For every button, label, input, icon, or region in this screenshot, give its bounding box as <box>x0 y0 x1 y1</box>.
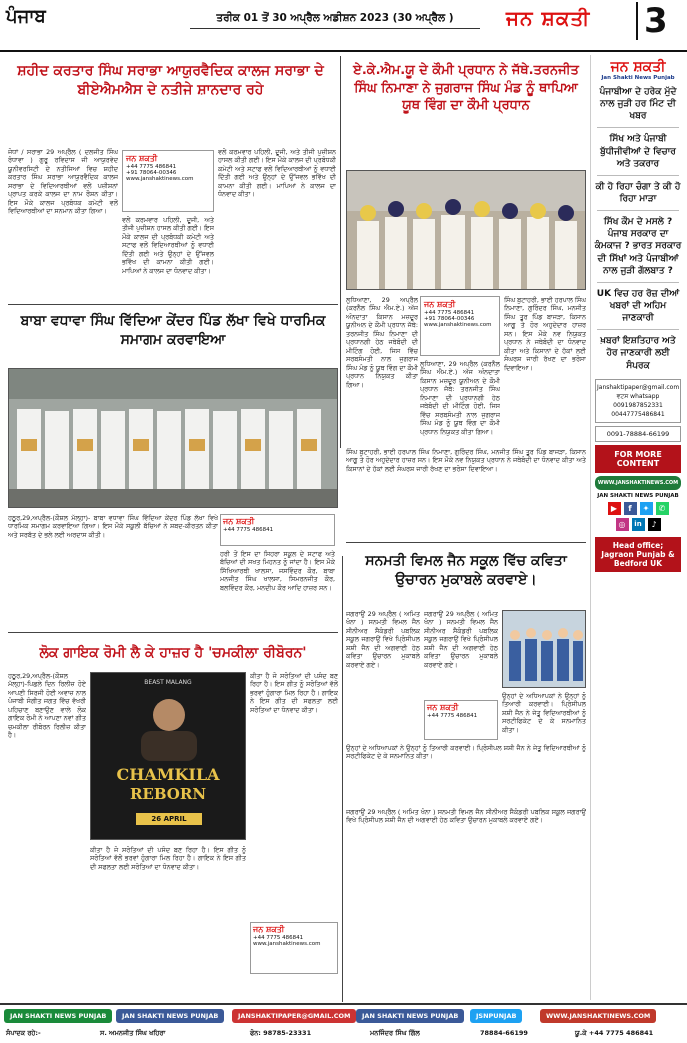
article-2-body-right: ਸਿੰਘ ਬੁਟਾਹਰੀ, ਭਾਈ ਹਰਪਾਲ ਸਿੰਘ ਨਿਮਾਣਾ, ਗੁਰਿੰਦਰ ਸਿੰਘ, ਮਨਜੀਤ ਸਿੰਘ ਤੂਰ ਪਿੰਡ ਬਾਜੜਾ, ਕਿਸਾਨ ਆਗੂ ਤੇ ਹੋਰ ਅਹੁਦੇਦਾਰ ਹਾਜ਼ਰ ਸਨ। ਇਸ ਮੌਕੇ ਨਵ ਨਿਯੁਕਤ ਪ੍ਰਧਾਨ ਨੇ ਜਥੇਬੰਦੀ ਦਾ ਧੰਨਵਾਦ ਕੀਤਾ ਅਤੇ ਕਿਸਾਨਾਂ ਦੇ ਹੱਕਾਂ ਲਈ ਸੰਘਰਸ਼ ਜਾਰੀ ਰੱਖਣ ਦਾ ਭਰੋਸਾ ਦਿਵਾਇਆ। <box>504 296 586 372</box>
article-2-headline: ਏ.ਕੇ.ਐਮ.ਯੂ ਦੇ ਕੌਮੀ ਪ੍ਰਧਾਨ ਨੇ ਜੱਥੇ.ਤਰਨਜੀਤ ਸਿੰਘ ਨਿਮਾਣਾ ਨੇ ਜੁਗਰਾਜ ਸਿੰਘ ਮੰਡ ਨੂੰ ਥਾਪਿਆ ਯੂਥ ਵਿੰਗ ਦਾ ਕੌਮੀ ਪ੍ਰਧਾਨ <box>353 63 579 114</box>
article-5-headline: ਲੋਕ ਗਾਇਕ ਰੋਮੀ ਲੈ ਕੇ ਹਾਜ਼ਰ ਹੈ 'ਚਮਕੀਲਾ ਰੀਬੋਰਨ' <box>39 645 307 661</box>
chamkila-reborn-poster <box>90 672 246 840</box>
ad-phone-2: +91 78064-00346 <box>126 170 177 176</box>
poster-release-date: 26 APRIL <box>136 813 202 825</box>
footer-email-link[interactable]: JANSHAKTIPAPER@GMAIL.COM <box>232 1009 356 1023</box>
article-divider <box>8 632 338 633</box>
ad-web: www.janshaktinews.com <box>424 322 492 328</box>
social-icons-2 <box>595 518 681 531</box>
school-kids-photo <box>502 610 586 688</box>
article-5-body-left: ਹਠੂਰ,29,ਅਪ੍ਰੈਲ-(ਕੌਸ਼ਲ ਮੱਲ੍ਹਾ)-ਪਿਛਲੇ ਦਿਨ ਰਿਲੀਜ਼ ਹੋਏ ਆਪਣੀ ਸਿਰਜੀ ਹੋਈ ਅਵਾਜ਼ ਨਾਲ ਪੰਜਾਬੀ ਸੰਗੀਤ ਜਗਤ ਵਿੱਚ ਵੱਖਰੀ ਪਹਿਚਾਣ ਬਣਾਉਣ ਵਾਲੇ ਲੋਕ ਗਾਇਕ ਰੋਮੀ ਨੇ ਆਪਣਾ ਨਵਾਂ ਗੀਤ ਚਮਕੀਲਾ ਰੀਬੋਰਨ ਰਿਲੀਜ਼ ਕੀਤਾ ਹੈ। <box>8 672 86 740</box>
ad-brand: ਜਨ ਸ਼ਕਤੀ <box>126 154 158 163</box>
footer-website-link[interactable]: WWW.JANSHAKTINEWS.COM <box>540 1009 656 1023</box>
students-group-image <box>9 369 338 508</box>
ad-brand: ਜਨ ਸ਼ਕਤੀ <box>253 925 285 934</box>
social-icons <box>595 502 681 515</box>
article-1-body-left: ਜੋਧਾਂ / ਸਰਾਭਾ 29 ਅਪ੍ਰੈਲ ( ਦਲਜੀਤ ਸਿੰਘ ਰੰਧਾਵਾ ) ਗੁਰੂ ਰਵਿਦਾਸ ਜੀ ਆਯੁਰਵੇਦ ਯੂਨੀਵਰਸਿਟੀ ਦੇ ਨਤੀਜਿਆਂ ਵਿਚ ਸ਼ਹੀਦ ਕਰਤਾਰ ਸਿੰਘ ਸਰਾਭਾ ਆਯੁਰਵੈਦਿਕ ਕਾਲਜ ਸਰਾਭਾ ਦੇ ਵਿਦਿਆਰਥੀਆਂ ਵਲੋਂ ਪਜ਼ੀਸ਼ਨਾਂ ਪ੍ਰਾਪਤ ਕਰਕੇ ਕਾਲਜ ਦਾ ਨਾਮ ਰੌਸ਼ਨ ਕੀਤਾ। ਇਸ ਮੌਕੇ ਕਾਲਜ ਪ੍ਰਬੰਧਕ ਕਮੇਟੀ ਵਲੋਂ ਵਿਦਿਆਰਥੀਆਂ ਦਾ ਸਨਮਾਨ ਕੀਤਾ ਗਿਆ। <box>8 148 118 216</box>
ad-phone: +44 7775 486841 <box>223 527 274 533</box>
article-2-body-mid: ਲੁਧਿਆਣਾ, 29 ਅਪ੍ਰੈਲ (ਕਰਨੈਲ ਸਿੰਘ ਐਮ.ਏ.) ਅੱਜ ਅੰਨਦਾਤਾ ਕਿਸਾਨ ਮਜ਼ਦੂਰ ਯੂਨੀਅਨ ਦੇ ਕੌਮੀ ਪ੍ਰਧਾਨ ਜੱਥੇ: ਤਰਨਜੀਤ ਸਿੰਘ ਨਿਮਾਣਾ ਦੀ ਪ੍ਰਧਾਨਗੀ ਹੇਠ ਜਥੇਬੰਦੀ ਦੀ ਮੀਟਿੰਗ ਹੋਈ, ਜਿਸ ਵਿੱਚ ਸਰਬਸੰਮਤੀ ਨਾਲ ਜੁਗਰਾਜ ਸਿੰਘ ਮੰਡ ਨੂੰ ਯੂਥ ਵਿੰਗ ਦਾ ਕੌਮੀ ਪ੍ਰਧਾਨ ਨਿਯੁਕਤ ਕੀਤਾ ਗਿਆ। <box>420 360 500 436</box>
ad-phone: +44 7775 486841 <box>253 935 304 941</box>
article-5-body-right: ਕੀਤਾ ਹੈ ਜੋ ਸਰੋਤਿਆਂ ਦੀ ਪਸੰਦ ਬਣ ਰਿਹਾ ਹੈ। ਇਸ ਗੀਤ ਨੂੰ ਸਰੋਤਿਆਂ ਵੱਲੋਂ ਭਰਵਾਂ ਹੁੰਗਾਰਾ ਮਿਲ ਰਿਹਾ ਹੈ। ਗਾਇਕ ਨੇ ਇਸ ਗੀਤ ਦੀ ਸਫਲਤਾ ਲਈ ਸਰੋਤਿਆਂ ਦਾ ਧੰਨਵਾਦ ਕੀਤਾ। <box>250 672 338 714</box>
poster-title-2: REBORN <box>129 785 207 803</box>
youtube-icon[interactable]: ▶ <box>608 502 621 515</box>
twitter-icon[interactable]: ✦ <box>640 502 653 515</box>
article-1-body-right: ਵਲੋਂ ਕਰਮਵਾਰ ਪਹਿਲੀ, ਦੂਜੀ, ਅਤੇ ਤੀਜੀ ਪੁਜ਼ੀਸ਼ਨ ਹਾਸਲ ਕੀਤੀ ਗਈ। ਇਸ ਮੌਕੇ ਕਾਲਜ ਦੀ ਪ੍ਰਬੰਧਕੀ ਕਮੇਟੀ ਅਤੇ ਸਟਾਫ ਵਲੋਂ ਵਿਦਿਆਰਥੀਆਂ ਨੂੰ ਵਧਾਈ ਦਿੱਤੀ ਗਈ ਅਤੇ ਉਨ੍ਹਾਂ ਦੇ ਉੱਜਵਲ ਭਵਿੱਖ ਦੀ ਕਾਮਨਾ ਕੀਤੀ ਗਈ। ਮਾਪਿਆਂ ਨੇ ਕਾਲਜ ਦਾ ਧੰਨਵਾਦ ਕੀਤਾ। <box>218 148 336 199</box>
ad-phone-2: +91 78064-00346 <box>424 316 475 322</box>
ad-brand: ਜਨ ਸ਼ਕਤੀ <box>424 300 456 309</box>
footer-editor-label: ਸੰਪਾਦਕ ਰਹੇ:- <box>6 1029 41 1037</box>
ad-web: www.janshaktinews.com <box>253 941 321 947</box>
page-number: 3 <box>636 2 668 40</box>
article-4-body-right: ਉਨ੍ਹਾਂ ਦੇ ਅਧਿਆਪਕਾਂ ਨੇ ਉਨ੍ਹਾਂ ਨੂੰ ਤਿਆਰੀ ਕਰਵਾਈ। ਪ੍ਰਿੰਸੀਪਲ ਸ਼ਸ਼ੀ ਜੈਨ ਨੇ ਜੇਤੂ ਵਿਦਿਆਰਥੀਆਂ ਨੂੰ ਸਰਟੀਫਿਕੇਟ ਦੇ ਕੇ ਸਨਮਾਨਿਤ ਕੀਤਾ। <box>502 692 586 734</box>
article-3-body-left: ਹਠੂਰ,29,ਅਪ੍ਰੈਲ-(ਕੌਸ਼ਲ ਮੱਲ੍ਹਾ)- ਬਾਬਾ ਵਧਾਵਾ ਸਿੰਘ ਵਿੱਦਿਆ ਕੇਂਦਰ ਪਿੰਡ ਲੱਖਾ ਵਿਖੇ ਧਾਰਮਿਕ ਸਮਾਗਮ ਕਰਵਾਇਆ ਗਿਆ। ਇਸ ਮੌਕੇ ਸਕੂਲੀ ਬੱਚਿਆਂ ਨੇ ਸ਼ਬਦ-ਕੀਰਤਨ ਕੀਤਾ ਅਤੇ ਸਰਬੱਤ ਦੇ ਭਲੇ ਲਈ ਅਰਦਾਸ ਕੀਤੀ। <box>8 514 218 539</box>
article-4-body-extra: ਜਗਰਾਉਂ 29 ਅਪ੍ਰੈਲ ( ਅਮਿਤ ਖੰਨਾ ) ਸਨਮਤੀ ਵਿਮਲ ਜੈਨ ਸੀਨੀਅਰ ਸੈਕੰਡਰੀ ਪਬਲਿਕ ਸਕੂਲ ਜਗਰਾਉਂ ਵਿਖੇ ਪ੍ਰਿੰਸੀਪਲ ਸ਼ਸ਼ੀ ਜੈਨ ਦੀ ਅਗਵਾਈ ਹੇਠ ਕਵਿਤਾ ਉਚਾਰਨ ਮੁਕਾਬਲੇ ਕਰਵਾਏ ਗਏ। <box>346 808 586 825</box>
article-4-body-left: ਜਗਰਾਉਂ 29 ਅਪ੍ਰੈਲ ( ਅਮਿਤ ਖੰਨਾ ) ਸਨਮਤੀ ਵਿਮਲ ਜੈਨ ਸੀਨੀਅਰ ਸੈਕੰਡਰੀ ਪਬਲਿਕ ਸਕੂਲ ਜਗਰਾਉਂ ਵਿਖੇ ਪ੍ਰਿੰਸੀਪਲ ਸ਼ਸ਼ੀ ਜੈਨ ਦੀ ਅਗਵਾਈ ਹੇਠ ਕਵਿਤਾ ਉਚਾਰਨ ਮੁਕਾਬਲੇ ਕਰਵਾਏ ਗਏ। <box>346 610 420 669</box>
poster-title-1: CHAMKILA <box>116 765 220 784</box>
jan-shakti-ad-3[interactable] <box>220 514 335 546</box>
article-3-headline: ਬਾਬਾ ਵਧਾਵਾ ਸਿੰਘ ਵਿੱਦਿਆ ਕੇਂਦਰ ਪਿੰਡ ਲੱਖਾ ਵਿਖੇ ਧਾਰਮਿਕ ਸਮਾਗਮ ਕਰਵਾਇਆ <box>20 313 326 348</box>
article-4-body-bottom: ਉਨ੍ਹਾਂ ਦੇ ਅਧਿਆਪਕਾਂ ਨੇ ਉਨ੍ਹਾਂ ਨੂੰ ਤਿਆਰੀ ਕਰਵਾਈ। ਪ੍ਰਿੰਸੀਪਲ ਸ਼ਸ਼ੀ ਜੈਨ ਨੇ ਜੇਤੂ ਵਿਦਿਆਰਥੀਆਂ ਨੂੰ ਸਰਟੀਫਿਕੇਟ ਦੇ ਕੇ ਸਨਮਾਨਿਤ ਕੀਤਾ। <box>346 744 586 761</box>
article-divider <box>346 542 586 543</box>
sidebar-q3: ਕੀ ਹੋ ਰਿਹਾ ਚੰਗਾ ਤੇ ਕੀ ਹੋ ਰਿਹਾ ਮਾੜਾ <box>595 181 681 204</box>
ad-phone: +44 7775 486841 <box>424 310 475 316</box>
more-content-button[interactable]: FOR MORE CONTENT <box>595 445 681 473</box>
children-image <box>503 611 586 688</box>
social-label: JAN SHAKTI NEWS PUNJAB <box>597 492 679 499</box>
singer-portrait-image <box>131 691 207 761</box>
contact-box <box>595 379 681 423</box>
footer-facebook-link[interactable]: JAN SHAKTI NEWS PUNJAB <box>116 1009 224 1023</box>
footer-manager-name: ਮਨਜਿੰਦਰ ਸਿੰਘ ਗਿੱਲ <box>370 1029 420 1037</box>
contact-email[interactable]: Janshaktipaper@gmail.com <box>597 383 680 391</box>
ad-brand: ਜਨ ਸ਼ਕਤੀ <box>223 517 255 526</box>
sidebar-q6: ਖ਼ਬਰਾਂ ਇਸ਼ਤਿਹਾਰ ਅਤੇ ਹੋਰ ਜਾਣਕਾਰੀ ਲਈ ਸੰਪਰਕ <box>600 336 676 371</box>
article-3-body-right: ਹਰੀ ਤੋਂ ਇਸ ਦਾ ਸਿਹਰਾ ਸਕੂਲ ਦੇ ਸਟਾਫ ਅਤੇ ਬੱਚਿਆਂ ਦੀ ਸਖਤ ਮਿਹਨਤ ਨੂੰ ਜਾਂਦਾ ਹੈ। ਇਸ ਮੌਕੇ ਸਿੱਖਿਆਰਥੀ ਖਾਲਸਾ, ਜਸਵਿੰਦਰ ਕੌਰ, ਬਾਬਾ ਮਨਜੀਤ ਸਿੰਘ ਖਾਲਸਾ, ਸਿਮਰਨਜੀਤ ਕੌਰ, ਬਲਵਿੰਦਰ ਕੌਰ, ਮਨਦੀਪ ਕੌਰ ਆਦਿ ਹਾਜ਼ਰ ਸਨ। <box>220 550 335 592</box>
contact-phone-2[interactable]: 00447775486841 <box>611 410 665 418</box>
sidebar-q2: ਸਿੱਖ ਅਤੇ ਪੰਜਾਬੀ ਬੁੱਧੀਜੀਵੀਆਂ ਦੇ ਵਿਚਾਰ ਅਤੇ ਤਕਰਾਰ <box>600 134 676 169</box>
footer-editor-phone: ਫੋਨ: 98785-23331 <box>250 1029 312 1037</box>
website-button[interactable]: WWW.JANSHAKTINEWS.COM <box>595 476 681 490</box>
sidebar-logo-sub: Jan Shakti News Punjab <box>601 75 675 81</box>
jan-shakti-ad-5[interactable] <box>250 922 338 974</box>
contact-phone-1[interactable]: 0091987852331 <box>613 401 663 409</box>
head-office-title: Head office; <box>612 540 664 550</box>
header-rule <box>0 50 687 52</box>
students-photo <box>8 368 338 508</box>
jan-shakti-ad-1[interactable] <box>122 150 214 212</box>
article-4-body-mid: ਜਗਰਾਉਂ 29 ਅਪ੍ਰੈਲ ( ਅਮਿਤ ਖੰਨਾ ) ਸਨਮਤੀ ਵਿਮਲ ਜੈਨ ਸੀਨੀਅਰ ਸੈਕੰਡਰੀ ਪਬਲਿਕ ਸਕੂਲ ਜਗਰਾਉਂ ਵਿਖੇ ਪ੍ਰਿੰਸੀਪਲ ਸ਼ਸ਼ੀ ਜੈਨ ਦੀ ਅਗਵਾਈ ਹੇਠ ਕਵਿਤਾ ਉਚਾਰਨ ਮੁਕਾਬਲੇ ਕਰਵਾਏ ਗਏ। <box>424 610 498 669</box>
sidebar <box>590 55 685 1000</box>
linkedin-icon[interactable]: in <box>632 518 645 531</box>
instagram-icon[interactable]: ◎ <box>616 518 629 531</box>
article-2-body-left: ਲੁਧਿਆਣਾ, 29 ਅਪ੍ਰੈਲ (ਕਰਨੈਲ ਸਿੰਘ ਐਮ.ਏ.) ਅੱਜ ਅੰਨਦਾਤਾ ਕਿਸਾਨ ਮਜ਼ਦੂਰ ਯੂਨੀਅਨ ਦੇ ਕੌਮੀ ਪ੍ਰਧਾਨ ਜੱਥੇ: ਤਰਨਜੀਤ ਸਿੰਘ ਨਿਮਾਣਾ ਦੀ ਪ੍ਰਧਾਨਗੀ ਹੇਠ ਜਥੇਬੰਦੀ ਦੀ ਮੀਟਿੰਗ ਹੋਈ, ਜਿਸ ਵਿੱਚ ਸਰਬਸੰਮਤੀ ਨਾਲ ਜੁਗਰਾਜ ਸਿੰਘ ਮੰਡ ਨੂੰ ਯੂਥ ਵਿੰਗ ਦਾ ਕੌਮੀ ਪ੍ਰਧਾਨ ਨਿਯੁਕਤ ਕੀਤਾ ਗਿਆ। <box>346 296 418 389</box>
article-5-body-bottom: ਕੀਤਾ ਹੈ ਜੋ ਸਰੋਤਿਆਂ ਦੀ ਪਸੰਦ ਬਣ ਰਿਹਾ ਹੈ। ਇਸ ਗੀਤ ਨੂੰ ਸਰੋਤਿਆਂ ਵੱਲੋਂ ਭਰਵਾਂ ਹੁੰਗਾਰਾ ਮਿਲ ਰਿਹਾ ਹੈ। ਗਾਇਕ ਨੇ ਇਸ ਗੀਤ ਦੀ ਸਫਲਤਾ ਲਈ ਸਰੋਤਿਆਂ ਦਾ ਧੰਨਵਾਦ ਕੀਤਾ। <box>90 846 246 871</box>
sidebar-logo: ਜਨ ਸ਼ਕਤੀ <box>610 59 666 75</box>
contact-phone-3[interactable]: 0091-78884-66199 <box>595 426 681 442</box>
group-people-image <box>347 171 586 290</box>
ad-phone: +44 7775 486841 <box>427 713 478 719</box>
head-office-location: Jagraon Punjab & Bedford UK <box>601 549 675 568</box>
article-4-headline: ਸਨਮਤੀ ਵਿਮਲ ਜੈਨ ਸਕੂਲ ਵਿੱਚ ਕਵਿਤਾ ਉਚਾਰਨ ਮੁਕਾਬਲੇ ਕਰਵਾਏ। <box>365 553 567 588</box>
whatsapp-icon[interactable]: ✆ <box>656 502 669 515</box>
article-1-body-mid: ਵਲੋਂ ਕਰਮਵਾਰ ਪਹਿਲੀ, ਦੂਜੀ, ਅਤੇ ਤੀਜੀ ਪੁਜ਼ੀਸ਼ਨ ਹਾਸਲ ਕੀਤੀ ਗਈ। ਇਸ ਮੌਕੇ ਕਾਲਜ ਦੀ ਪ੍ਰਬੰਧਕੀ ਕਮੇਟੀ ਅਤੇ ਸਟਾਫ ਵਲੋਂ ਵਿਦਿਆਰਥੀਆਂ ਨੂੰ ਵਧਾਈ ਦਿੱਤੀ ਗਈ ਅਤੇ ਉਨ੍ਹਾਂ ਦੇ ਉੱਜਵਲ ਭਵਿੱਖ ਦੀ ਕਾਮਨਾ ਕੀਤੀ ਗਈ। ਮਾਪਿਆਂ ਨੇ ਕਾਲਜ ਦਾ ਧੰਨਵਾਦ ਕੀਤਾ। <box>122 216 214 275</box>
footer-youtube-link[interactable]: JAN SHAKTI NEWS PUNJAB <box>356 1009 464 1023</box>
footer <box>0 1003 687 1043</box>
footer-twitter-link[interactable]: JSNPUNJAB <box>470 1009 522 1023</box>
sidebar-q1: ਪੰਜਾਬੀਆ ਦੇ ਹਰੇਕ ਮੁੱਦੇ ਨਾਲ ਜੁੜੀ ਹਰ ਮਿੰਟ ਦੀ ਖਬਰ <box>599 87 677 122</box>
article-divider <box>8 304 338 305</box>
jan-shakti-ad-2[interactable] <box>420 296 500 356</box>
sidebar-q5: UK ਵਿਚ ਹਰ ਰੋਜ਼ ਦੀਆਂ ਖਬਰਾਂ ਦੀ ਅਹਿਮ ਜਾਣਕਾਰੀ <box>596 288 680 324</box>
column-divider <box>340 56 341 448</box>
article-2-continued: ਸਿੰਘ ਬੁਟਾਹਰੀ, ਭਾਈ ਹਰਪਾਲ ਸਿੰਘ ਨਿਮਾਣਾ, ਗੁਰਿੰਦਰ ਸਿੰਘ, ਮਨਜੀਤ ਸਿੰਘ ਤੂਰ ਪਿੰਡ ਬਾਜੜਾ, ਕਿਸਾਨ ਆਗੂ ਤੇ ਹੋਰ ਅਹੁਦੇਦਾਰ ਹਾਜ਼ਰ ਸਨ। ਇਸ ਮੌਕੇ ਨਵ ਨਿਯੁਕਤ ਪ੍ਰਧਾਨ ਨੇ ਜਥੇਬੰਦੀ ਦਾ ਧੰਨਵਾਦ ਕੀਤਾ ਅਤੇ ਕਿਸਾਨਾਂ ਦੇ ਹੱਕਾਂ ਲਈ ਸੰਘਰਸ਼ ਜਾਰੀ ਰੱਖਣ ਦਾ ਭਰੋਸਾ ਦਿਵਾਇਆ। <box>346 448 586 473</box>
facebook-icon[interactable]: f <box>624 502 637 515</box>
meeting-photo <box>346 170 586 290</box>
article-1-headline: ਸ਼ਹੀਦ ਕਰਤਾਰ ਸਿੰਘ ਸਰਾਭਾ ਆਯੁਰਵੈਦਿਕ ਕਾਲਜ ਸਰਾਭਾ ਦੇ ਬੀਏਐਮਐਸ ਦੇ ਨਤੀਜੇ ਸ਼ਾਨਦਾਰ ਰਹੇ <box>17 63 324 98</box>
footer-editor-name: ਸ. ਅਮਨਜੀਤ ਸਿੰਘ ਖਹਿਰਾ <box>100 1029 166 1037</box>
tiktok-icon[interactable]: ♪ <box>648 518 661 531</box>
column-divider <box>342 556 343 1002</box>
dateline: ਤਰੀਕ 01 ਤੋਂ 30 ਅਪ੍ਰੈਲ ਅਡੀਸ਼ਨ 2023 (30 ਅਪ੍ਰੈਲ ) <box>190 12 480 29</box>
whatsapp-label: ਵਟਸ whatsapp <box>616 392 660 400</box>
footer-whatsapp-link[interactable]: JAN SHAKTI NEWS PUNJAB <box>4 1009 112 1023</box>
ad-phone: +44 7775 486841 <box>126 164 177 170</box>
ad-brand: ਜਨ ਸ਼ਕਤੀ <box>427 703 459 712</box>
section-title: ਪੰਜਾਬ <box>6 6 46 27</box>
head-office-box <box>595 537 681 572</box>
poster-top: BEAST MALANG <box>144 679 192 686</box>
masthead-logo: ਜਨ ਸ਼ਕਤੀ <box>506 6 591 30</box>
jan-shakti-ad-4[interactable] <box>424 700 498 740</box>
sidebar-q4: ਸਿੱਖ ਕੌਮ ਦੇ ਮਸਲੇ ? ਪੰਜਾਬ ਸਰਕਾਰ ਦਾ ਕੰਮਕਾਜ ? ਭਾਰਤ ਸਰਕਾਰ ਦੀ ਸਿੱਖਾਂ ਅਤੇ ਪੰਜਾਬੀਆਂ ਨਾਲ ਜੁੜੀ ਗੱਲਬਾਤ ? <box>594 217 682 276</box>
footer-uk-phone: ਯੂ.ਕੇ +44 7775 486841 <box>575 1029 654 1037</box>
footer-manager-phone: 78884-66199 <box>480 1029 528 1037</box>
ad-web: www.janshaktinews.com <box>126 176 194 182</box>
